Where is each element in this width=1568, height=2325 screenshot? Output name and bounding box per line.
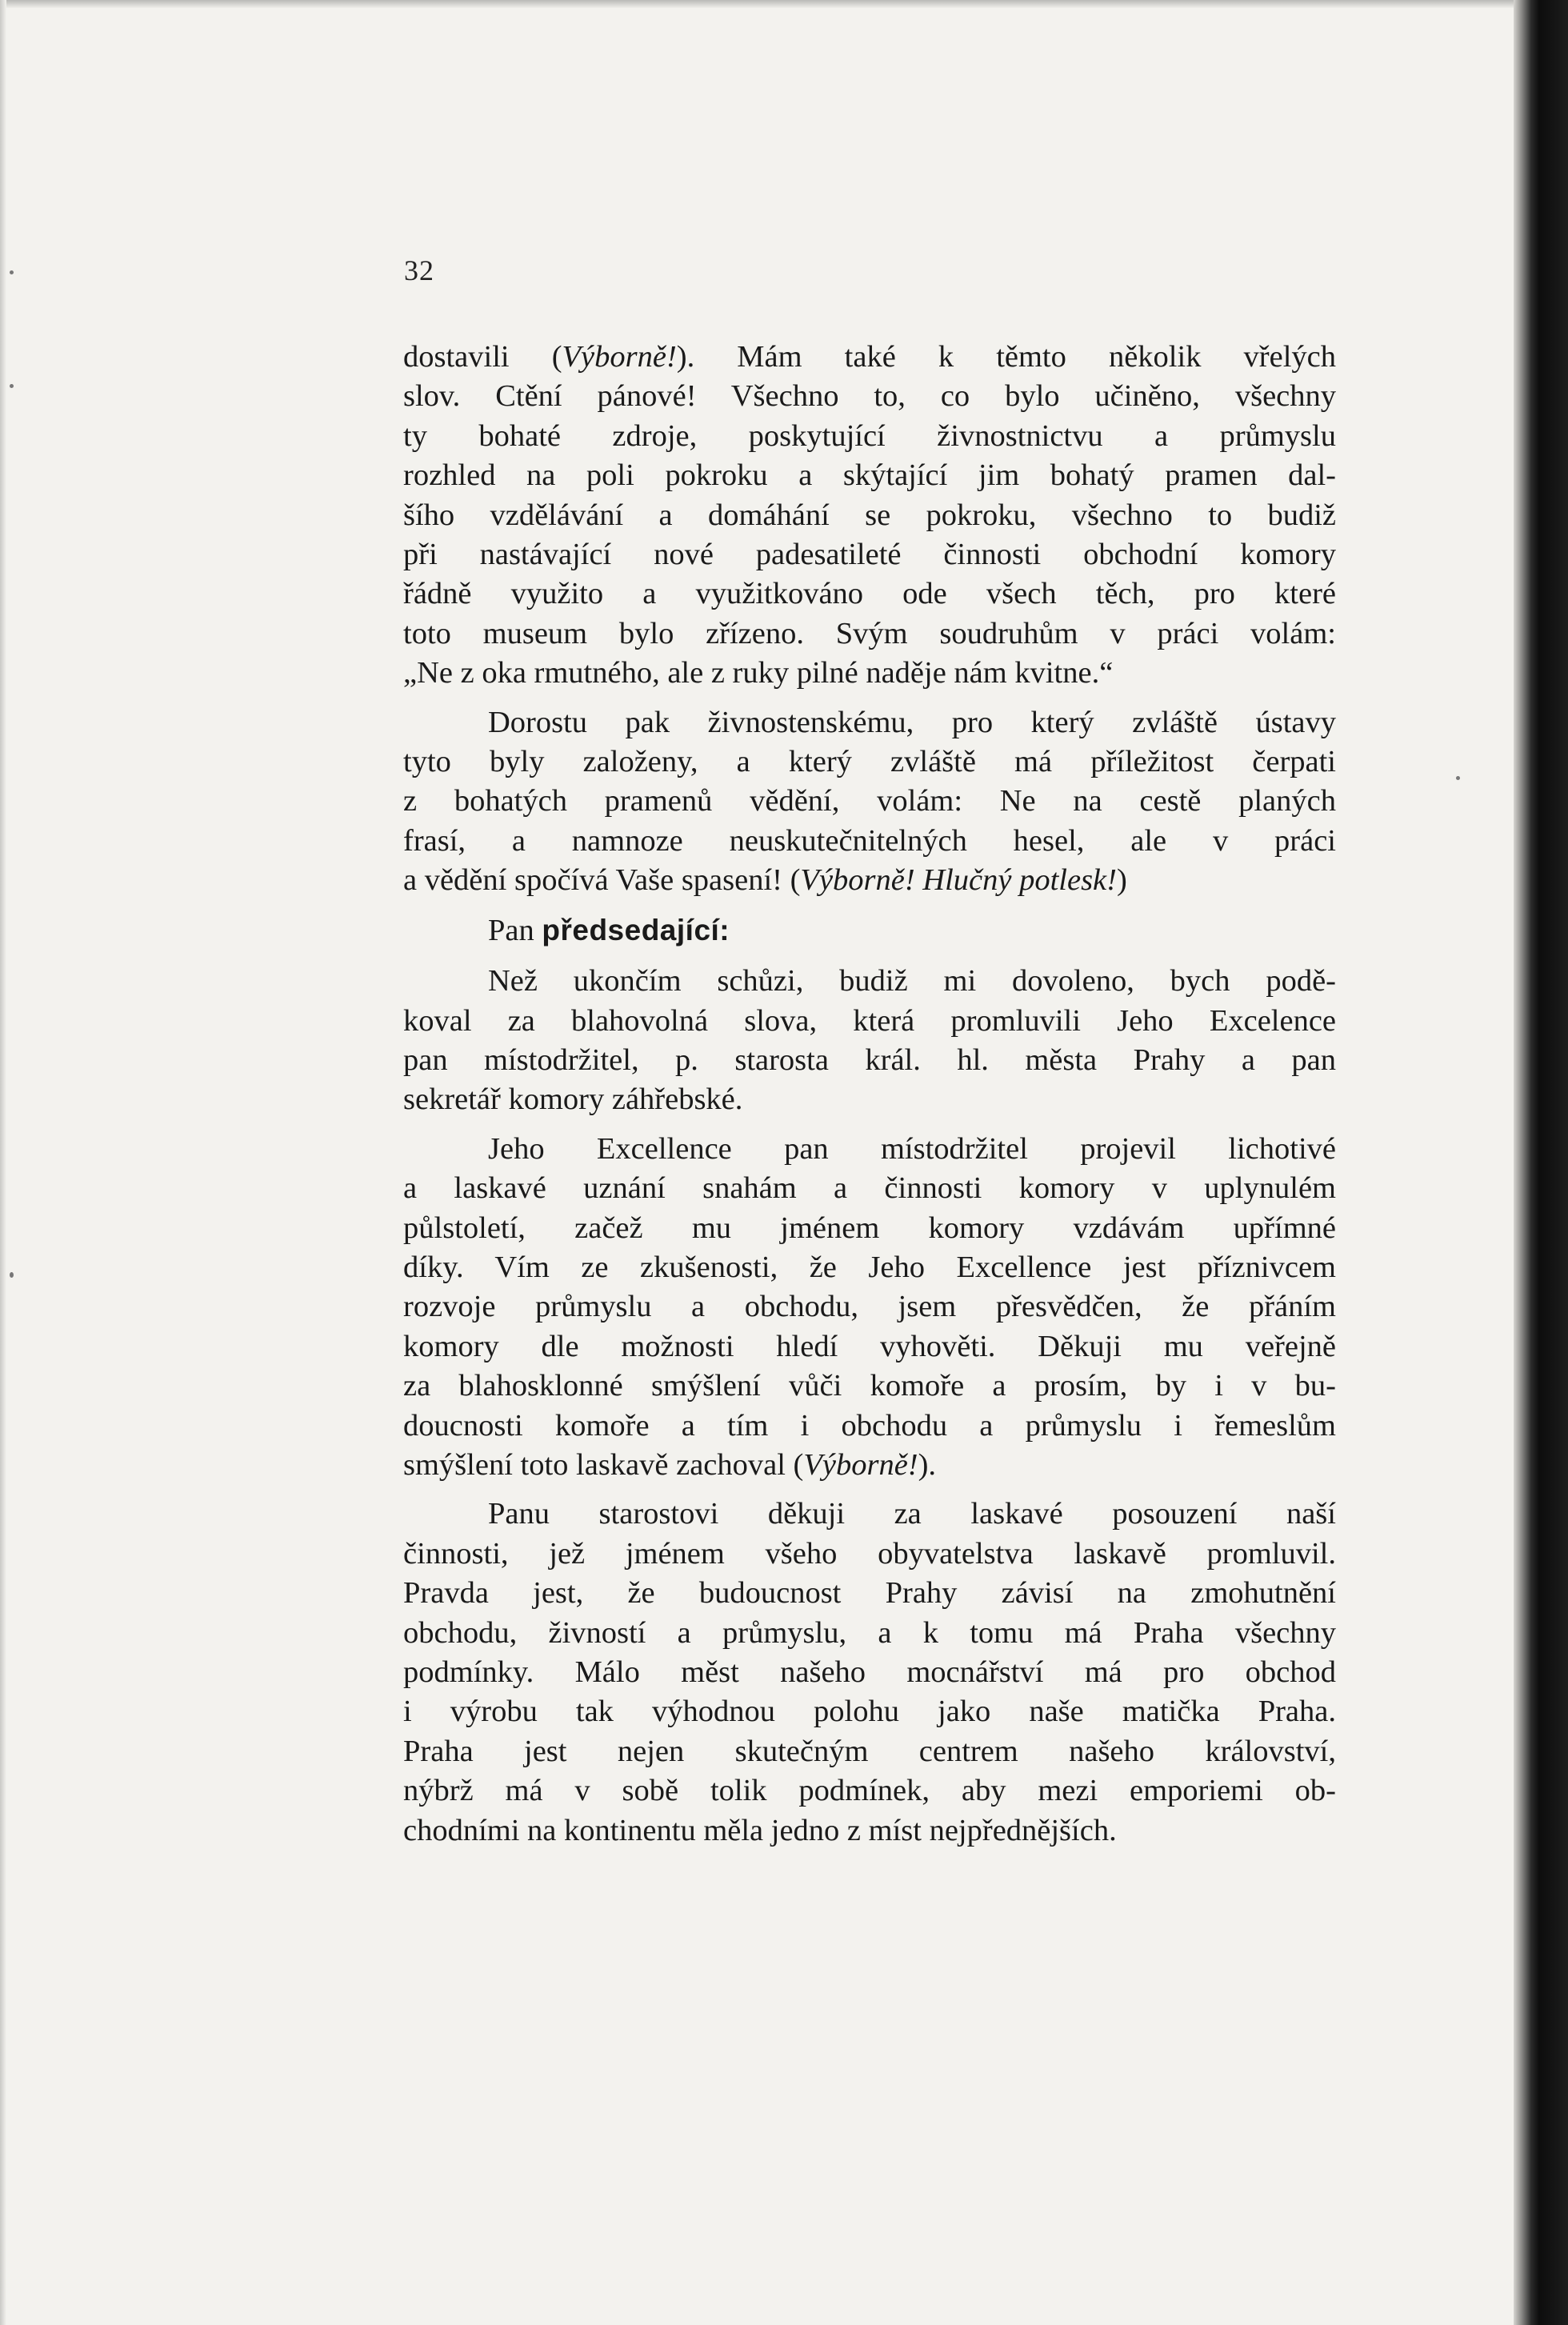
text-line	[403, 962, 1336, 1001]
text-run: Praha jest nejen skutečným centrem našeho království,	[403, 1734, 1336, 1768]
italic-remark: Výborně! Hlučný potlesk!	[800, 863, 1117, 898]
text-line	[403, 338, 1336, 377]
text-line	[403, 1080, 1336, 1119]
text-run: slov. Ctění pánové! Všechno to, co bylo učiněno, všechny	[403, 379, 1336, 414]
text-line	[403, 1169, 1336, 1208]
paragraph	[403, 1495, 1336, 1851]
text-run: ). Mám také k těmto několik vřelých	[676, 340, 1336, 374]
text-run: z bohatých pramenů vědění, volám: Ne na cestě planých	[403, 784, 1336, 818]
text-line	[403, 1248, 1336, 1287]
text-line	[403, 1130, 1336, 1169]
page-number: 32	[404, 254, 434, 286]
text-line	[403, 1367, 1336, 1406]
text-run: nýbrž má v sobě tolik podmínek, aby mezi emporiemi ob-	[403, 1774, 1336, 1808]
text-line	[403, 1614, 1336, 1653]
scan-speck	[1456, 776, 1460, 780]
text-run: rozvoje průmyslu a obchodu, jsem přesvědčen, že přáním	[403, 1290, 1336, 1324]
text-line	[403, 1287, 1336, 1327]
text-run: a laskavé uznání snahám a činnosti komory v uplynulém	[403, 1171, 1336, 1206]
text-run: sekretář komory záhřebské.	[403, 1082, 743, 1117]
text-line	[403, 1407, 1336, 1446]
text-line	[403, 742, 1336, 782]
text-run: koval za blahovolná slova, která promluvili Jeho Excelence	[403, 1003, 1336, 1038]
text-line	[403, 1692, 1336, 1731]
text-run: půlstoletí, začež mu jménem komory vzdávám upřímné	[403, 1211, 1336, 1245]
text-line	[403, 654, 1336, 693]
text-line	[403, 614, 1336, 654]
text-run: obchodu, živností a průmyslu, a k tomu má Praha všechny	[403, 1615, 1336, 1650]
text-run: doucnosti komoře a tím i obchodu a průmyslu i řemeslům	[403, 1408, 1336, 1443]
text-run: díky. Vím ze zkušenosti, že Jeho Excellence jest příznivcem	[403, 1250, 1336, 1284]
text-line	[403, 1209, 1336, 1248]
paragraph	[403, 962, 1336, 1120]
text-run: za blahosklonné smýšlení vůči komoře a prosím, by i v bu-	[403, 1369, 1336, 1403]
text-line	[403, 822, 1336, 861]
text-line	[403, 782, 1336, 821]
scan-speck	[10, 1272, 14, 1278]
scan-speck	[10, 270, 14, 274]
text-line	[403, 861, 1336, 900]
text-run: )	[1116, 863, 1127, 898]
scan-speck	[10, 384, 14, 388]
text-line	[403, 496, 1336, 535]
text-line	[403, 456, 1336, 495]
italic-remark: Výborně!	[803, 1447, 918, 1482]
text-line	[403, 377, 1336, 416]
text-line	[403, 1771, 1336, 1811]
text-run: činnosti, jež jménem všeho obyvatelstva laskavě promluvil.	[403, 1536, 1336, 1571]
text-run: „Ne z oka rmutného, ale z ruky pilné naděje nám kvitne.“	[403, 656, 1114, 690]
scan-top-edge	[0, 0, 1568, 8]
text-line	[403, 1327, 1336, 1367]
text-run: rozhled na poli pokroku a skýtající jim bohatý pramen dal-	[403, 458, 1336, 493]
text-run: chodními na kontinentu měla jedno z míst nejpřednějších.	[403, 1813, 1117, 1847]
text-run: komory dle možnosti hledí vyhověti. Děkuji mu veřejně	[403, 1329, 1336, 1363]
paragraph	[403, 338, 1336, 694]
text-run: Jeho Excellence pan místodržitel projevil lichotivé	[488, 1131, 1336, 1166]
text-line	[403, 417, 1336, 456]
text-run: a vědění spočívá Vaše spasení! (	[403, 863, 801, 898]
text-line	[403, 1495, 1336, 1534]
paragraph	[403, 1130, 1336, 1486]
text-line	[403, 1041, 1336, 1080]
text-run: i výrobu tak výhodnou polohu jako naše matička Praha.	[403, 1695, 1336, 1729]
text-run: dostavili (	[403, 340, 562, 374]
text-line	[403, 1574, 1336, 1613]
speaker-prefix: Pan	[488, 913, 534, 947]
page-body-text	[403, 338, 1336, 1860]
speaker-heading	[488, 910, 1336, 950]
text-run: Dorostu pak živnostenskému, pro který zvláště ústavy	[488, 705, 1336, 739]
text-run: Než ukončím schůzi, budiž mi dovoleno, bych podě-	[488, 964, 1336, 998]
text-line	[403, 574, 1336, 614]
text-run: smýšlení toto laskavě zachoval (	[403, 1447, 804, 1482]
paragraph	[403, 703, 1336, 901]
text-run: podmínky. Málo měst našeho mocnářství má pro obchod	[403, 1655, 1336, 1689]
text-run: toto museum bylo zřízeno. Svým soudruhům v práci volám:	[403, 616, 1336, 650]
speaker-name: předsedající:	[542, 913, 730, 946]
text-line	[403, 1732, 1336, 1771]
text-line	[403, 703, 1336, 742]
italic-remark: Výborně!	[562, 340, 677, 374]
text-run: ).	[918, 1447, 937, 1482]
text-line	[403, 1446, 1336, 1485]
text-line	[403, 1653, 1336, 1692]
text-line	[403, 1002, 1336, 1041]
text-run: Pravda jest, že budoucnost Prahy závisí na zmohutnění	[403, 1576, 1336, 1611]
text-run: řádně využito a využitkováno ode všech těch, pro které	[403, 577, 1336, 611]
text-run: frasí, a namnoze neuskutečnitelných hesel, ale v práci	[403, 823, 1336, 858]
text-line	[403, 535, 1336, 574]
text-run: pan místodržitel, p. starosta král. hl. města Prahy a pan	[403, 1042, 1336, 1077]
text-run: při nastávající nové padesatileté činnosti obchodní komory	[403, 538, 1336, 572]
text-run: šího vzdělávání a domáhání se pokroku, všechno to budiž	[403, 498, 1336, 532]
text-run: Panu starostovi děkuji za laskavé posouzení naší	[488, 1497, 1336, 1531]
text-line	[403, 1811, 1336, 1851]
book-binding-shadow	[1514, 0, 1568, 2325]
text-line	[403, 1535, 1336, 1574]
text-run: ty bohaté zdroje, poskytující živnostnictvu a průmyslu	[403, 418, 1336, 453]
scan-left-edge	[0, 0, 6, 2325]
text-run: tyto byly založeny, a který zvláště má příležitost čerpati	[403, 745, 1336, 779]
